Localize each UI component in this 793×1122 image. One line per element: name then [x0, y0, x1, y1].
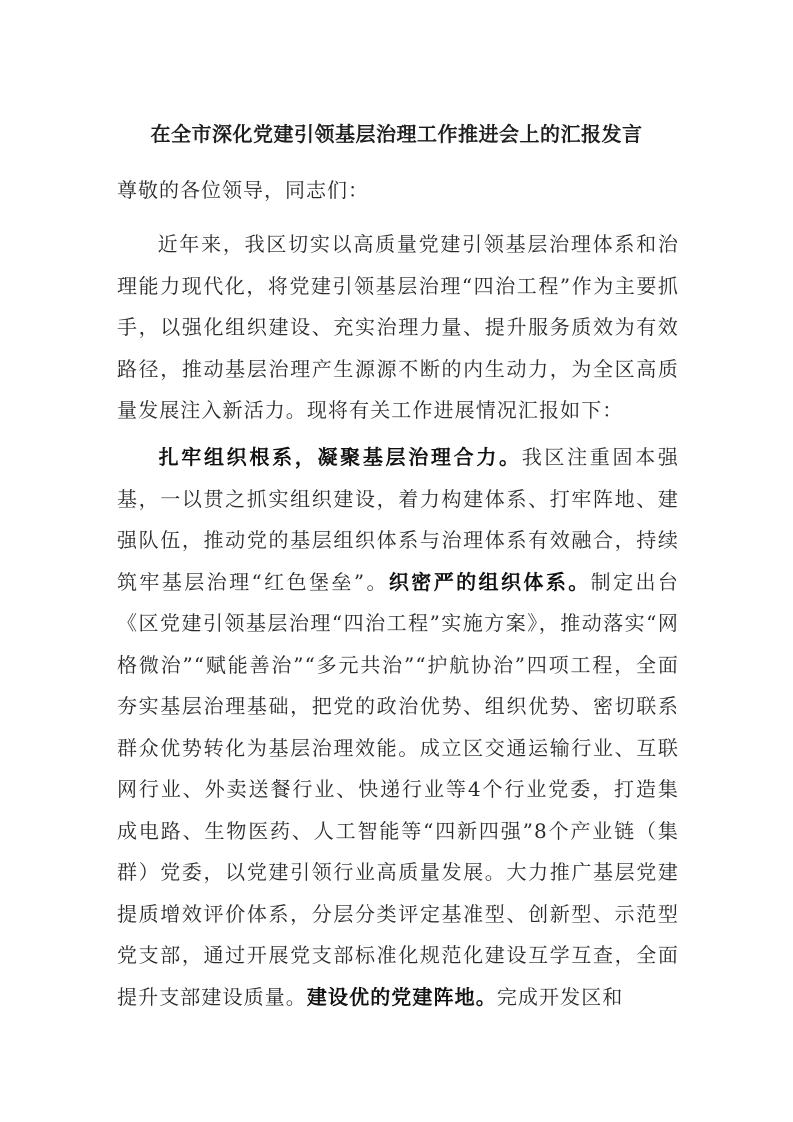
paragraph-intro	[117, 224, 679, 432]
subheading-organization-system: 织密严的组织体系。	[388, 569, 591, 594]
section-text-b: 制定出台《区党建引领基层治理“四治工程”实施方案》，推动落实“网格微治”“赋能善治”“多元共治”“护航协治”四项工程，全面夯实基层治理基础，把党的政治优势、组织优势、密切联系群众优势转化为基层治理效能。成立区交通运输行业、互联网行业、外卖送餐行业、快递行业等4个行业党委，打造集成电路、生物医药、人工智能等“四新四强”8个产业链（集群）党委，以党建引领行业高质量发展。大力推广基层党建提质增效评价体系，分层分类评定基准型、创新型、示范型党支部，通过开展党支部标准化规范化建设互学互查，全面提升支部建设质量。	[117, 569, 680, 1009]
section-heading: 扎牢组织根系，凝聚基层治理合力。	[157, 445, 522, 469]
greeting-line: 尊敬的各位领导，同志们：	[117, 178, 369, 202]
section-text-c: 完成开发区和	[496, 984, 624, 1009]
subheading-party-base: 建设优的党建阵地。	[306, 984, 497, 1009]
paragraph-intro-text: 近年来，我区切实以高质量党建引领基层治理体系和治理能力现代化，将党建引领基层治理“四治工程”作为主要抓手，以强化组织建设、充实治理力量、提升服务质效为有效路径，推动基层治理产生源源不断的内生动力，为全区高质量发展注入新活力。现将有关工作进展情况汇报如下：	[117, 232, 679, 422]
document-title: 在全市深化党建引领基层治理工作推进会上的汇报发言	[150, 122, 643, 146]
paragraph-organization	[117, 437, 679, 1018]
section-text-a: 我区注重固本强基，一以贯之抓实组织建设，着力构建体系、打牢阵地、建强队伍，推动党的基层组织体系与治理体系有效融合，持续筑牢基层治理“红色堡垒”。	[117, 445, 679, 594]
